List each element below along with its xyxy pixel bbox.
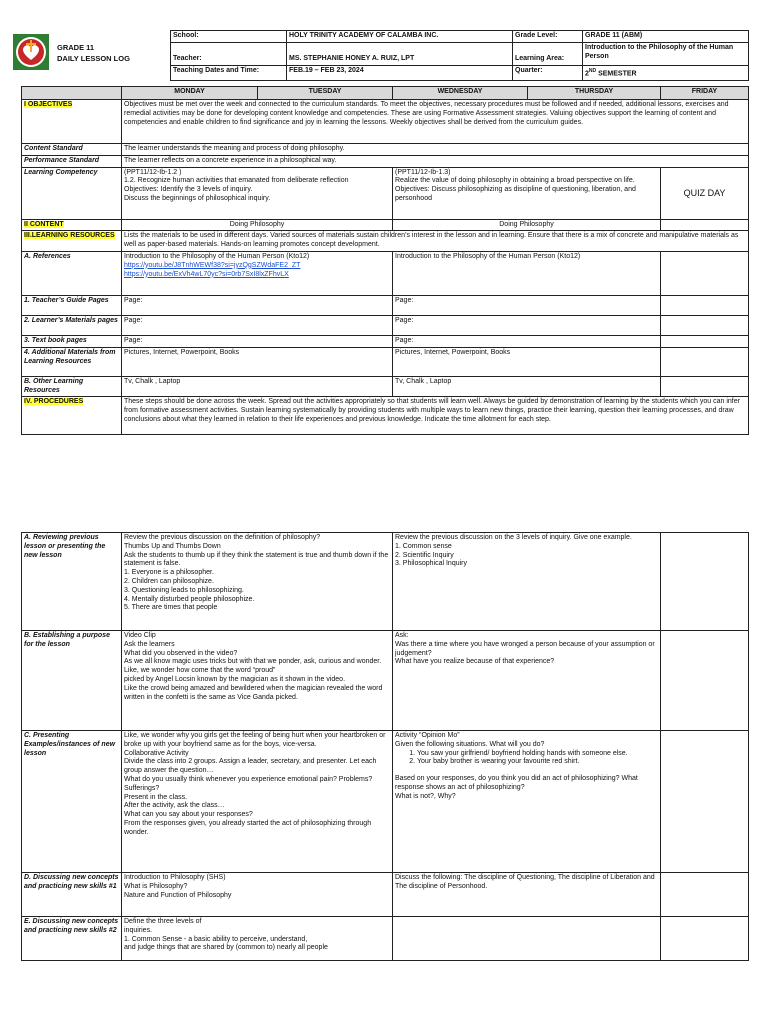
day-thursday: THURSDAY [528, 87, 661, 100]
learner-materials-row [22, 315, 749, 335]
additional-materials-row [22, 347, 749, 376]
additional-materials-monday: Pictures, Internet, Powerpoint, Books [122, 347, 393, 376]
textbook-label: 3. Text book pages [22, 335, 122, 347]
procedures-text: These steps should be done across the week. Spread out the activities appropriately so that students will learn well. Always be guided by demonstration of learning by the students which you can infer from formative assessment activities. Sustain learning systematically by providing students with multiple ways to learn new things, practice their learning, question their learning processes, and draw conclusions about what they learned in relation to their life experiences and previous knowledge. Indicate the time allotment for each step. [122, 397, 749, 435]
references-row [22, 251, 749, 295]
objectives-row [22, 100, 749, 144]
teacher-guide-monday: Page: [122, 295, 393, 315]
concepts-1-label: D. Discussing new concepts and practicing new skills #1 [22, 873, 122, 917]
concepts-1-monday: Introduction to Philosophy (SHS) What is Philosophy? Nature and Function of Philosophy [122, 873, 393, 917]
examples-monday: Like, we wonder why you girls get the feeling of being hurt when your heartbroken or broke up with your boyfriend same as for the boys, vice-versa. Collaborative Activity Divide the class into 2 groups. Assign a leader, secretary, and presenter. Let each group answer the question… What do you usually think whenever you experience emotional pain? Problems? Sufferings? Present in the class. After the activity, ask the class… What can you say about your responses? From the responses given, you already started the act of philosophizing through wonder. [122, 731, 393, 873]
day-wednesday: WEDNESDAY [393, 87, 528, 100]
resources-text: Lists the materials to be used in different days. Varied sources of materials sustain children’s interest in the lesson and in learning. Ensure that there is a mix of concrete and manipulative materials as well as paper-based materials. Hands-on learning promotes concept development. [122, 231, 749, 252]
other-resources-wednesday: Tv, Chalk , Laptop [393, 376, 661, 397]
log-heading: DAILY LESSON LOG [57, 54, 130, 63]
other-resources-label: B. Other Learning Resources [22, 376, 122, 397]
school-logo-icon [13, 34, 49, 70]
objectives-text: Objectives must be met over the week and connected to the curriculum standards. To meet the objectives, necessary procedures must be followed and if needed, additional lessons, exercises and remedial activities may be done for developing content knowledge and competencies. These are using Formative Assessment strategies. Valuing objectives support the learning of content and competencies and enable children to find significance and joy in learning the lessons. Weekly objectives shall be derived from the curriculum guides. [122, 100, 749, 144]
teacher-value: MS. STEPHANIE HONEY A. RUIZ, LPT [287, 42, 513, 65]
competency-monday: (PPT11/12-Ib-1.2 ) 1.2. Recognize human activities that emanated from deliberate reflection Objectives: Identify the 3 levels of inquiry. Discuss the beginnings of philosophical inquiry. [122, 167, 393, 219]
situations-list [395, 750, 658, 768]
procedures-label: IV. PROCEDURES [24, 398, 84, 406]
purpose-row [22, 631, 749, 731]
quarter-value: 2ND SEMESTER [583, 65, 749, 80]
quarter-label: Quarter: [513, 65, 583, 80]
learner-materials-label: 2. Learner’s Materials pages [22, 315, 122, 335]
grade-level-value: GRADE 11 (ABM) [583, 31, 749, 43]
grade-heading: GRADE 11 [57, 43, 95, 52]
learner-materials-wednesday: Page: [393, 315, 661, 335]
performance-standard-text: The learner reflects on a concrete experience in a philosophical way. [122, 155, 749, 167]
examples-wednesday: Activity “Opinion Mo” Given the following situations. What will you do? 1. You saw your girlfriend/ boyfriend holding hands with someone else. 2. Your baby brother is wearing your favourite red shirt. Based on your responses, do you think you did an act of philosophizing? What response shows an act of philosophizing? What is not?, Why? [393, 731, 661, 873]
list-item: 2. Your baby brother is wearing your favourite red shirt. [417, 758, 658, 767]
video-link-2[interactable]: https://youtu.be/ExVh4wL70yc?si=0rb7SxI8lxZFhvLX [124, 270, 289, 278]
content-standard-text: The learner understands the meaning and process of doing philosophy. [122, 144, 749, 156]
examples-label: C. Presenting Examples/instances of new lesson [22, 731, 122, 873]
video-link-1[interactable]: https://youtu.be/J8TnhWEWf38?si=jyzQgSZWdaFE2_ZT [124, 261, 301, 269]
additional-materials-label: 4. Additional Materials from Learning Resources [22, 347, 122, 376]
additional-materials-wednesday: Pictures, Internet, Powerpoint, Books [393, 347, 661, 376]
grade-level-label: Grade Level: [513, 31, 583, 43]
competency-row [22, 167, 749, 219]
list-item: 1. You saw your girlfriend/ boyfriend holding hands with someone else. [417, 750, 658, 759]
other-resources-monday: Tv, Chalk , Laptop [122, 376, 393, 397]
learner-materials-monday: Page: [122, 315, 393, 335]
resources-label: III.LEARNING RESOURCES [24, 232, 115, 240]
lesson-plan-table-2 [21, 532, 749, 961]
references-monday: Introduction to the Philosophy of the Human Person (Kto12) https://youtu.be/J8TnhWEWf38?si=jyzQgSZWdaFE2_ZT https://youtu.be/ExVh4wL70yc?si=0rb7SxI8lxZFhvLX [122, 251, 393, 295]
performance-standard-row [22, 155, 749, 167]
day-header-row [22, 87, 749, 100]
competency-wednesday: (PPT11/12-Ib-1.3) Realize the value of doing philosophy in obtaining a broad perspective on life. Objectives: Discuss philosophizing as discipline of questioning, liberation, and personhood [393, 167, 661, 219]
school-label: School: [171, 31, 287, 43]
content-label: II CONTENT [24, 220, 64, 228]
day-monday: MONDAY [122, 87, 258, 100]
concepts-2-monday: Define the three levels of inquiries. 1. Common Sense - a basic ability to perceive, understand, and judge things that are shared by (common to) nearly all people [122, 917, 393, 961]
performance-standard-label: Performance Standard [22, 155, 122, 167]
header-info-table [170, 30, 749, 81]
textbook-wednesday: Page: [393, 335, 661, 347]
learning-area-label: Learning Area: [513, 42, 583, 65]
review-label: A. Reviewing previous lesson or presenting the new lesson [22, 533, 122, 631]
resources-row [22, 231, 749, 252]
teacher-label: Teacher: [171, 42, 287, 65]
day-friday: FRIDAY [661, 87, 749, 100]
other-resources-row [22, 376, 749, 397]
day-tuesday: TUESDAY [258, 87, 393, 100]
references-wednesday: Introduction to the Philosophy of the Human Person (Kto12) [393, 251, 661, 295]
procedures-row [22, 397, 749, 435]
content-row [22, 219, 749, 231]
purpose-label: B. Establishing a purpose for the lesson [22, 631, 122, 731]
examples-row [22, 731, 749, 873]
competency-label: Learning Competency [22, 167, 122, 219]
teacher-guide-label: 1. Teacher’s Guide Pages [22, 295, 122, 315]
objectives-label: I OBJECTIVES [24, 101, 73, 108]
concepts-2-label: E. Discussing new concepts and practicing new skills #2 [22, 917, 122, 961]
textbook-row [22, 335, 749, 347]
purpose-wednesday: Ask: Was there a time where you have wronged a person because of your assumption or judgement? What have you realize because of that experience? [393, 631, 661, 731]
references-label: A. References [22, 251, 122, 295]
quiz-day: QUIZ DAY [661, 167, 749, 219]
learning-area-value: Introduction to the Philosophy of the Human Person [583, 42, 749, 65]
textbook-monday: Page: [122, 335, 393, 347]
document-title [57, 42, 130, 64]
concepts-2-row [22, 917, 749, 961]
content-standard-row [22, 144, 749, 156]
teacher-guide-wednesday: Page: [393, 295, 661, 315]
concepts-1-wednesday: Discuss the following: The discipline of Questioning, The discipline of Liberation and The discipline of Personhood. [393, 873, 661, 917]
lesson-plan-table-1 [21, 86, 749, 435]
dates-label: Teaching Dates and Time: [171, 65, 287, 80]
purpose-monday: Video Clip Ask the learners What did you observed in the video? As we all know magic uses tricks but with that we ponder, ask, curious and wonder. Like, we wonder how come that the word “proud” picked by Angel Locsin known by the magician as it shown in the video. Like the crowd being amazed and bewildered when the magician revealed the word written in the confetti is the same as Vice Ganda picked. [122, 631, 393, 731]
review-monday: Review the previous discussion on the definition of philosophy? Thumbs Up and Thumbs Down Ask the students to thumb up if they think the statement is true and thumb down if the statement is false. 1. Everyone is a philosopher. 2. Children can philosophize. 3. Questioning leads to philosophizing. 4. Mentally disturbed people philosophize. 5. There are times that people [122, 533, 393, 631]
dates-value: FEB.19 – FEB 23, 2024 [287, 65, 513, 80]
content-standard-label: Content Standard [22, 144, 122, 156]
school-value: HOLY TRINITY ACADEMY OF CALAMBA INC. [287, 31, 513, 43]
concepts-1-row [22, 873, 749, 917]
teacher-guide-row [22, 295, 749, 315]
content-wednesday: Doing Philosophy [393, 219, 661, 231]
review-wednesday: Review the previous discussion on the 3 levels of inquiry. Give one example. 1. Common sense 2. Scientific Inquiry 3. Philosophical Inquiry [393, 533, 661, 631]
review-row [22, 533, 749, 631]
content-monday: Doing Philosophy [122, 219, 393, 231]
